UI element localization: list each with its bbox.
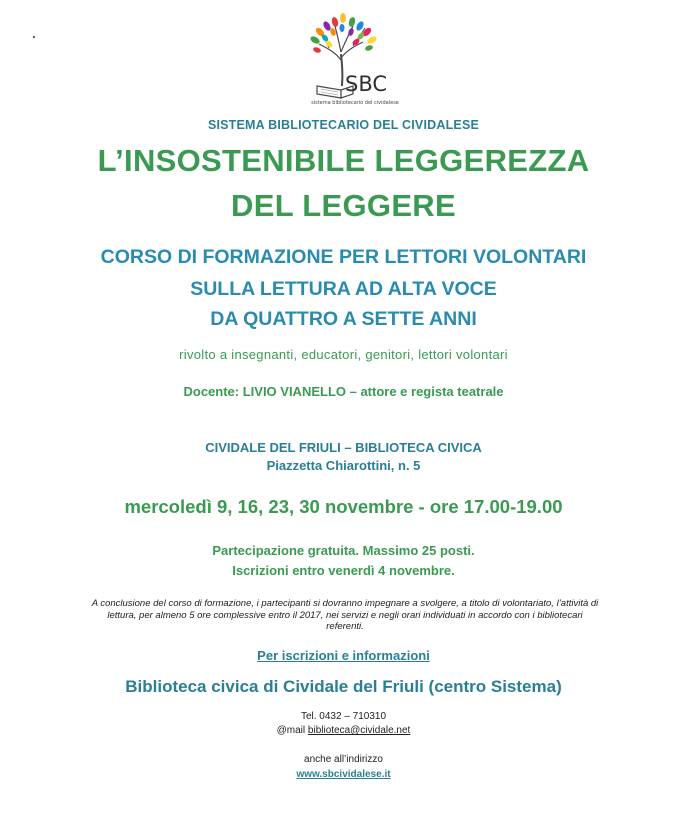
participation-line-2: Iscrizioni entro venerdì 4 novembre.: [232, 563, 455, 578]
stray-dot: [33, 36, 35, 38]
sbc-logo: [295, 8, 405, 114]
teacher-text: Docente: LIVIO VIANELLO – attore e regista teatrale: [183, 384, 504, 399]
dates-text: mercoledì 9, 16, 23, 30 novembre - ore 17.00-19.00: [124, 496, 563, 517]
email-prefix: @mail: [276, 725, 308, 736]
logo-subtitle: sistema bibliotecario del cividalese: [311, 100, 399, 106]
volunteer-note: A conclusione del corso di formazione, i partecipanti si dovranno impegnare a svolgere, a titolo di volontariato, l’attività di lettura, per almeno 5 ore complessive entro il 2017, nei servizi e negli orari individuati in accordo con i bibliotecari referenti.: [91, 598, 599, 632]
library-name: Biblioteca civica di Cividale del Friuli (centro Sistema): [125, 677, 562, 696]
participation-line-1: Partecipazione gratuita. Massimo 25 posti.: [212, 543, 475, 558]
title-line-2: DEL LEGGERE: [231, 188, 456, 223]
email-line: [0, 725, 687, 736]
course-line-2: SULLA LETTURA AD ALTA VOCE: [190, 278, 497, 300]
logo-text: SBC: [345, 72, 388, 96]
location-line-1: CIVIDALE DEL FRIULI – BIBLIOTECA CIVICA: [205, 440, 482, 455]
also-text: anche all’indirizzo: [304, 754, 383, 765]
location-line-2: Piazzetta Chiarottini, n. 5: [266, 458, 421, 473]
audience-text: rivolto a insegnanti, educatori, genitori, lettori volontari: [179, 347, 508, 362]
tree-book-icon: [295, 8, 405, 114]
phone-number: Tel. 0432 – 710310: [300, 711, 387, 722]
info-heading-link[interactable]: Per iscrizioni e informazioni: [257, 648, 430, 663]
course-line-3: DA QUATTRO A SETTE ANNI: [210, 308, 477, 330]
title-line-1: L’INSOSTENIBILE LEGGEREZZA: [97, 143, 590, 178]
system-name: SISTEMA BIBLIOTECARIO DEL CIVIDALESE: [207, 118, 480, 132]
course-line-1: CORSO DI FORMAZIONE PER LETTORI VOLONTARI: [100, 246, 587, 268]
website-link[interactable]: www.sbcividalese.it: [296, 769, 391, 780]
email-link[interactable]: biblioteca@cividale.net: [307, 725, 411, 736]
